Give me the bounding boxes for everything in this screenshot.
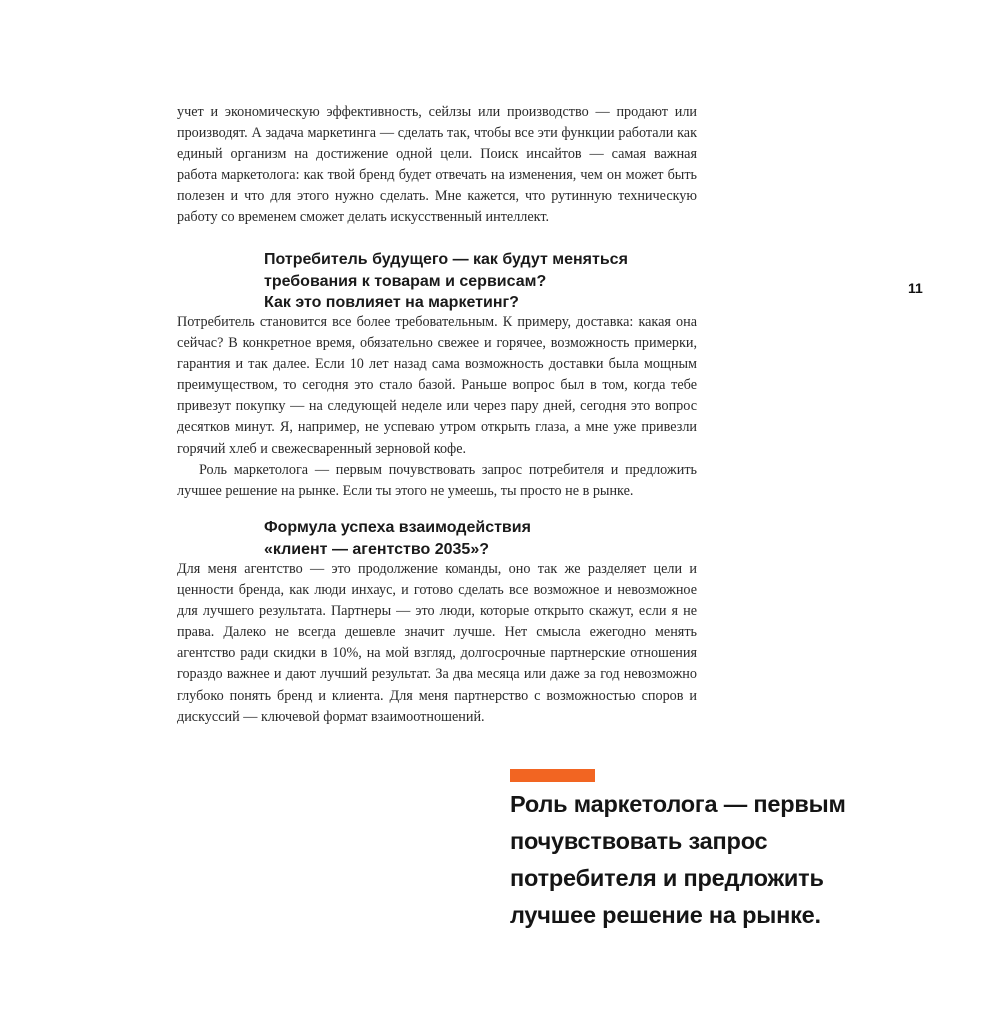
intro-paragraph: учет и экономическую эффективность, сейлзы или производство — продают или производят. А задача маркетинга — сделать так, чтобы все эти функции работали как единый организм на достижение одной цели. Поиск инсайтов — самая важная работа маркетолога: как твой бренд будет отвечать на изменения, чем он может быть полезен и что для этого нужно сделать. Мне кажется, что рутинную техническую работу со временем сможет делать искусственный интеллект. <box>177 104 697 226</box>
heading-line: требования к товарам и сервисам? <box>264 272 547 290</box>
accent-bar <box>510 769 595 782</box>
pull-quote-line: Роль маркетолога — первым <box>510 791 846 817</box>
heading-line: Как это повлияет на маркетинг? <box>264 294 519 311</box>
heading-line: «клиент — агентство 2035»? <box>264 540 489 558</box>
pull-quote-line: лучшее решение на рынке. <box>510 902 821 928</box>
section2-paragraph: Для меня агентство — это продолжение команды, оно так же разделяет цели и ценности бренда, как люди инхаус, и готово сделать все возможное и невозможное для лучшего результата. Партнеры — это люди, которые открыто скажут, если я не права. Далеко не всегда дешевле значит лучше. Нет смысла ежегодно менять агентство ради скидки в 10%, на мой взгляд, долгосрочные партнерские отношения гораздо важнее и дают лучший результат. За два месяца или даже за год невозможно глубоко понять бренд и клиента. Для меня партнерство с возможностью споров и дискуссий — ключевой формат взаимоотношений. <box>177 561 697 725</box>
pull-quote-line: почувствовать запрос <box>510 828 768 854</box>
heading-line: Формула успеха взаимодействия <box>264 519 531 536</box>
intro-text-block <box>177 102 697 229</box>
section-heading-success-formula <box>264 517 704 560</box>
section1-text-block <box>177 312 697 502</box>
section1-paragraph: Потребитель становится все более требовательным. К примеру, доставка: какая она сейчас? В конкретное время, обязательно свежее и горячее, возможность примерки, гарантия и так далее. Если 10 лет назад сама возможность доставки была мощным преимуществом, то сегодня это стало базой. Раньше вопрос был в том, когда тебе привезут покупку — на следующей неделе или через пару дней, сегодня это вопрос десятков минут. Я, например, не успеваю утром открыть глаза, а мне уже привезли горячий хлеб и свежесваренный зерновой кофе. <box>177 314 697 457</box>
pull-quote <box>510 786 950 934</box>
section1-paragraph: Роль маркетолога — первым почувствовать запрос потребителя и предложить лучшее решение на рынке. Если ты этого не умеешь, ты просто не в рынке. <box>177 461 697 499</box>
section2-text-block <box>177 559 697 728</box>
page-number: 11 <box>908 280 923 296</box>
section-heading-consumer-future <box>264 249 704 314</box>
heading-line: Потребитель будущего — как будут меняться <box>264 251 628 268</box>
pull-quote-line: потребителя и предложить <box>510 865 824 891</box>
